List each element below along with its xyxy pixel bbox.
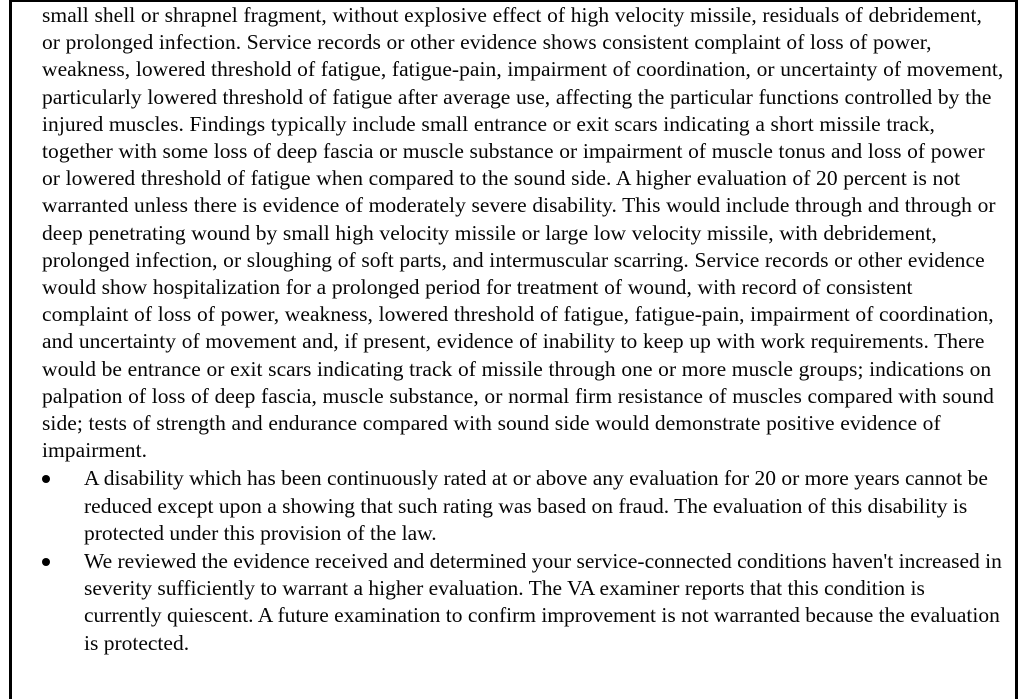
page-border-left bbox=[9, 0, 12, 699]
document-content bbox=[42, 2, 1004, 657]
bullet-list bbox=[42, 465, 1004, 656]
bullet-dot-icon bbox=[42, 475, 50, 483]
list-item bbox=[42, 465, 1004, 547]
list-item-text: A disability which has been continuously rated at or above any evaluation for 20 or more years cannot be reduced except upon a showing that such rating was based on fraud. The evaluation of this disability is protected under this provision of the law. bbox=[84, 466, 988, 545]
page-border-right bbox=[1015, 0, 1018, 699]
body-paragraph: small shell or shrapnel fragment, without explosive effect of high velocity missile, residuals of debridement, or prolonged infection. Service records or other evidence shows consistent complaint of loss of power, weakness, lowered threshold of fatigue, fatigue-pain, impairment of coordination, or uncertainty of movement, particularly lowered threshold of fatigue after average use, affecting the particular functions controlled by the injured muscles. Findings typically include small entrance or exit scars indicating a short missile track, together with some loss of deep fascia or muscle substance or impairment of muscle tonus and loss of power or lowered threshold of fatigue when compared to the sound side. A higher evaluation of 20 percent is not warranted unless there is evidence of moderately severe disability. This would include through and through or deep penetrating wound by small high velocity missile or large low velocity missile, with debridement, prolonged infection, or sloughing of soft parts, and intermuscular scarring. Service records or other evidence would show hospitalization for a prolonged period for treatment of wound, with record of consistent complaint of loss of power, weakness, lowered threshold of fatigue, fatigue-pain, impairment of coordination, and uncertainty of movement and, if present, evidence of inability to keep up with work requirements. There would be entrance or exit scars indicating track of missile through one or more muscle groups; indications on palpation of loss of deep fascia, muscle substance, or normal firm resistance of muscles compared with sound side; tests of strength and endurance compared with sound side would demonstrate positive evidence of impairment. bbox=[42, 3, 1004, 463]
list-item bbox=[42, 548, 1004, 657]
bullet-dot-icon bbox=[42, 558, 50, 566]
list-item-text: We reviewed the evidence received and determined your service-connected conditions haven't increased in severity sufficiently to warrant a higher evaluation. The VA examiner reports that this condition is currently quiescent. A future examination to confirm improvement is not warranted because the evaluation is protected. bbox=[84, 549, 1002, 655]
